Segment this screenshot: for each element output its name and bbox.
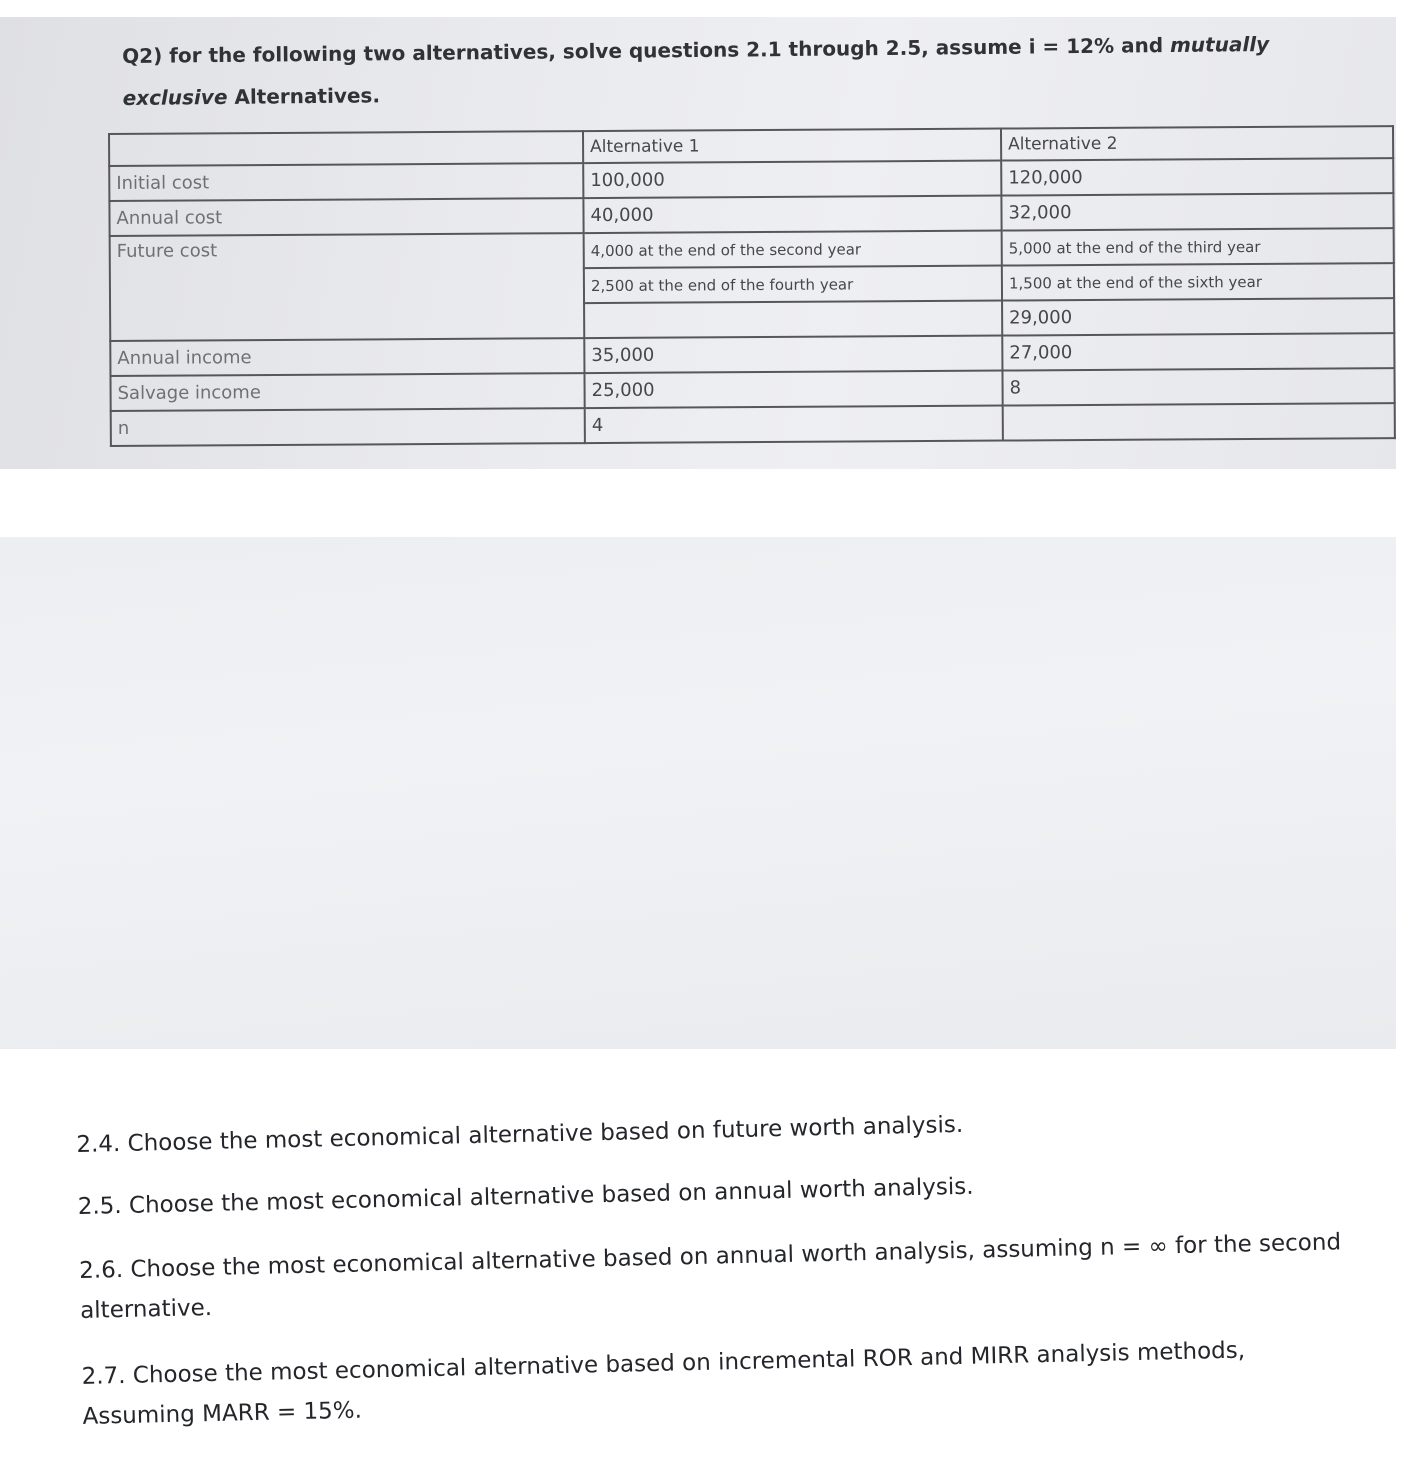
alt1-future-cost-b: 2,500 at the end of the fourth year [584, 266, 1002, 304]
alt2-future-cost-b: 1,500 at the end of the sixth year [1002, 263, 1394, 300]
alt2-annual-income: 27,000 [1002, 333, 1394, 370]
label-salvage-income: Salvage income [110, 373, 584, 411]
question-2-6 [79, 1222, 1360, 1331]
alt2-annual-cost: 32,000 [1001, 193, 1393, 230]
alt2-salvage-income: 8 [1002, 368, 1394, 405]
label-n: n [111, 408, 585, 446]
header-alt1: Alternative 1 [583, 129, 1001, 164]
alt1-future-cost-a: 4,000 at the end of the second year [584, 231, 1002, 269]
alt2-initial-cost: 120,000 [1001, 158, 1393, 195]
photo-table-section [0, 17, 1396, 469]
question-2-7 [81, 1328, 1362, 1437]
question-text: Choose the most economical alternative based on incremental ROR and MIRR analysis methods, Assuming MARR = 15%. [82, 1337, 1246, 1430]
alt1-initial-cost: 100,000 [583, 161, 1001, 199]
alt1-salvage-income: 25,000 [584, 371, 1002, 409]
label-initial-cost: Initial cost [109, 163, 583, 201]
alt2-n [1003, 403, 1395, 440]
questions-list [76, 1098, 1363, 1463]
exclusive-text: exclusive [122, 84, 228, 110]
alternatives-text: Alternatives. [227, 83, 381, 109]
question-number: 2.6. [78, 1256, 124, 1284]
alt1-n: 4 [585, 406, 1003, 444]
question-number: 2.5. [77, 1192, 122, 1220]
header-text: Q2) for the following two alternatives, solve questions 2.1 through 2.5, assume [122, 34, 1029, 68]
question-number: 2.4. [76, 1131, 121, 1158]
alt2-extra: 29,000 [1002, 298, 1394, 335]
alternatives-table [108, 125, 1396, 447]
label-annual-income: Annual income [110, 338, 584, 376]
question-2-4 [76, 1098, 1356, 1163]
interest-rate-text: = 12% and [1035, 33, 1171, 59]
alt1-extra [584, 301, 1002, 339]
row-n [111, 403, 1395, 446]
question-text: Choose the most economical alternative based on future worth analysis. [127, 1111, 964, 1157]
question-number: 2.7. [81, 1362, 126, 1390]
interest-symbol: i [1028, 34, 1036, 59]
mutually-text: mutually [1169, 31, 1270, 58]
question-text: Choose the most economical alternative based on annual worth analysis. [128, 1173, 974, 1219]
alt1-annual-income: 35,000 [584, 336, 1002, 374]
question-text: Choose the most economical alternative based on annual worth analysis, assuming n = ∞ for the second alternative. [79, 1229, 1342, 1324]
header-alt2: Alternative 2 [1001, 126, 1393, 160]
alt1-annual-cost: 40,000 [583, 196, 1001, 234]
alt2-future-cost-a: 5,000 at the end of the third year [1002, 228, 1394, 265]
photo-questions-section [0, 537, 1396, 1430]
label-annual-cost: Annual cost [109, 198, 583, 236]
header-empty-cell [109, 131, 583, 166]
question-header [122, 22, 1383, 119]
question-2-5 [77, 1160, 1357, 1225]
label-future-cost: Future cost [110, 233, 585, 341]
